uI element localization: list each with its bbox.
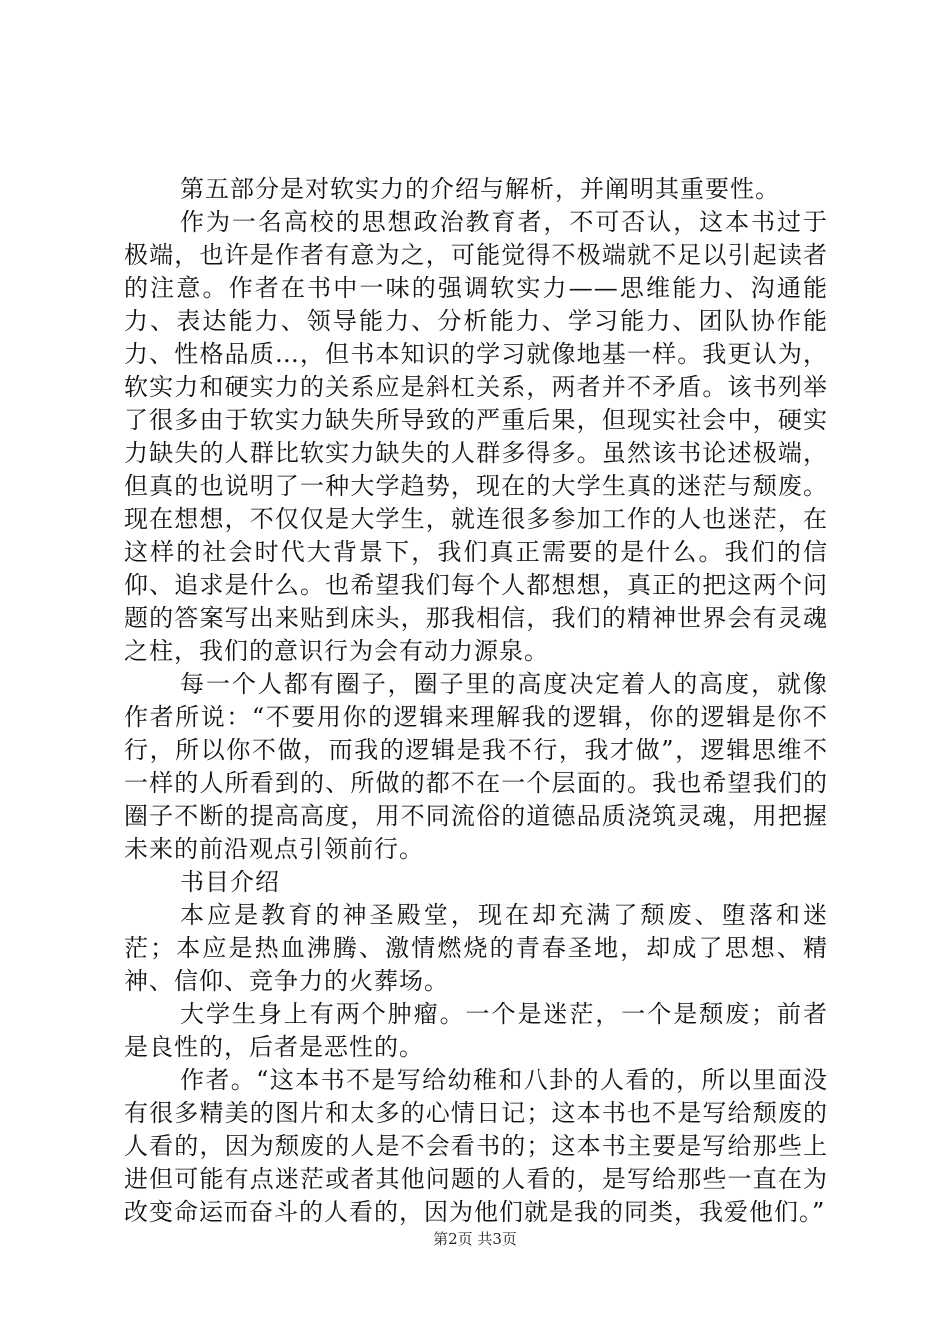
paragraph-circles: 每一个人都有圈子，圈子里的高度决定着人的高度，就像作者所说：“不要用你的逻辑来理解我的逻辑，你的逻辑是你不行，所以你不做，而我的逻辑是我不行，我才做”，逻辑思维不一样的人所看到的、所做的都不在一个层面的。我也希望我们的圈子不断的提高高度，用不同流俗的道德品质浇筑灵魂，用把握未来的前沿观点引领前行。 bbox=[124, 670, 828, 863]
paragraph-two-tumors: 大学生身上有两个肿瘤。一个是迷茫，一个是颓废；前者是良性的，后者是恶性的。 bbox=[124, 1000, 828, 1061]
paragraph-author-quote: 作者。“这本书不是写给幼稚和八卦的人看的，所以里面没有很多精美的图片和太多的心情日记；这本书也不是写给颓废的人看的，因为颓废的人是不会看书的；这本书主要是写给那些上进但可能有点迷茫或者其他问题的人看的，是写给那些一直在为改变命运而奋斗的人看的，因为他们就是我的同类，我爱他们。” bbox=[124, 1066, 828, 1226]
paragraph-education-hall: 本应是教育的神圣殿堂，现在却充满了颓废、堕落和迷茫；本应是热血沸腾、激情燃烧的青春圣地，却成了思想、精神、信仰、竞争力的火葬场。 bbox=[124, 901, 828, 995]
section-heading-book-intro: 书目介绍 bbox=[180, 868, 280, 896]
paragraph-educator-view: 作为一名高校的思想政治教育者，不可否认，这本书过于极端，也许是作者有意为之，可能觉得不极端就不足以引起读者的注意。作者在书中一味的强调软实力——思维能力、沟通能力、表达能力、领导能力、分析能力、学习能力、团队协作能力、性格品质…，但书本知识的学习就像地基一样。我更认为，软实力和硬实力的关系应是斜杠关系，两者并不矛盾。该书列举了很多由于软实力缺失所导致的严重后果，但现实社会中，硬实力缺失的人群比软实力缺失的人群多得多。虽然该书论述极端，但真的也说明了一种大学趋势，现在的大学生真的迷茫与颓废。现在想想，不仅仅是大学生，就连很多参加工作的人也迷茫，在这样的社会时代大背景下，我们真正需要的是什么。我们的信仰、追求是什么。也希望我们每个人都想想，真正的把这两个问题的答案写出来贴到床头，那我相信，我们的精神世界会有灵魂之柱，我们的意识行为会有动力源泉。 bbox=[124, 208, 828, 665]
paragraph-part-five: 第五部分是对软实力的介绍与解析，并阐明其重要性。 bbox=[180, 175, 780, 203]
page-number-footer: 第2页 共3页 bbox=[433, 1230, 517, 1248]
document-body bbox=[124, 173, 828, 1229]
